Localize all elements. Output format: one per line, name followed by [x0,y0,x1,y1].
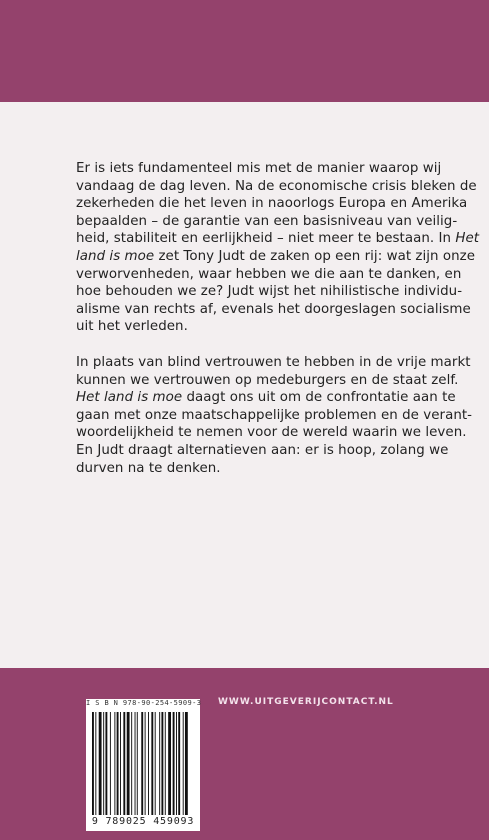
blurb-line: verworvenheden, waar hebben we die aan te danken, en [76,266,462,282]
barcode-bar [95,712,96,815]
barcode-bar [127,712,130,815]
blurb-line: hoe behouden we ze? Judt wijst het nihilistische individu- [76,284,463,300]
blurb-line: alisme van rechts af, evenals het doorgeslagen socialisme [76,301,471,317]
barcode-bar [105,712,107,815]
blurb-line: woordelijkheid te nemen voor de wereld waarin we leven. [76,425,467,441]
barcode-bar [114,712,115,815]
blurb-line: vandaag de dag leven. Na de economische crisis bleken de [76,178,477,194]
barcode-bar [151,712,153,815]
barcode-bar [123,712,125,815]
book-title-italic: land is moe [76,248,155,264]
barcode-graphic [92,712,192,815]
blurb-line-part: heid, stabiliteit en eerlijkheid – niet meer te bestaan. In [76,231,452,247]
barcode-bar [99,712,102,815]
blurb-line: uit het verleden. [76,319,188,335]
blurb-line: En Judt draagt alternatieven aan: er is hoop, zolang we [76,442,449,458]
publisher-url: WWW.UITGEVERIJCONTACT.NL [218,697,394,707]
blurb-paragraph-1 [76,160,480,336]
blurb-line [76,230,480,248]
book-title-italic: Het [455,231,480,247]
bottom-color-band [0,668,489,840]
blurb-line [76,389,476,407]
barcode-bar [176,712,177,815]
barcode-bar [159,712,160,815]
blurb-line: zekerheden die het leven in naoorlogs Europa en Amerika [76,196,468,212]
isbn-label: I S B N 978-90-254-5909-3 [86,699,202,707]
blurb-line: In plaats van blind vertrouwen te hebben in de vrije markt [76,354,471,370]
blurb-line-part: zet Tony Judt de zaken op een rij: wat zijn onze [154,248,476,264]
barcode-bar [183,712,184,815]
barcode-bar [137,712,138,815]
barcode-bar [168,712,171,815]
barcode-bar [117,712,119,815]
barcode-bar [141,712,143,815]
barcode-bar [110,712,111,815]
barcode-bar [165,712,166,815]
blurb-paragraph-2 [76,354,476,477]
barcode-bar [145,712,146,815]
blurb-line: durven na te denken. [76,460,221,476]
blurb-line [76,248,476,266]
blurb-line: Er is iets fundamenteel mis met de manier waarop wij [76,161,442,176]
barcode-bar [185,712,188,815]
barcode-bar [120,712,121,815]
barcode-bar [131,712,132,815]
barcode-bar [173,712,175,815]
barcode-bar [148,712,149,815]
barcode-bar [161,712,163,815]
blurb-line: gaan met onze maatschappelijke problemen en de verant- [76,407,473,423]
blurb-text [76,160,480,495]
blurb-line: kunnen we vertrouwen op medeburgers en de staat zelf. [76,372,459,388]
barcode-digits: 9 789025 459093 [91,816,195,827]
isbn-barcode-box [86,699,200,831]
book-title-italic: Het land is moe [76,390,183,406]
blurb-line-part: daagt ons uit om de confrontatie aan te [182,390,456,406]
blurb-line: bepaalden – de garantie van een basisniveau van veilig- [76,213,458,229]
barcode-bar [178,712,180,815]
barcode-bar [103,712,104,815]
barcode-bar [92,712,94,815]
top-color-band [0,0,489,102]
barcode-bar [155,712,156,815]
barcode-bar [135,712,136,815]
